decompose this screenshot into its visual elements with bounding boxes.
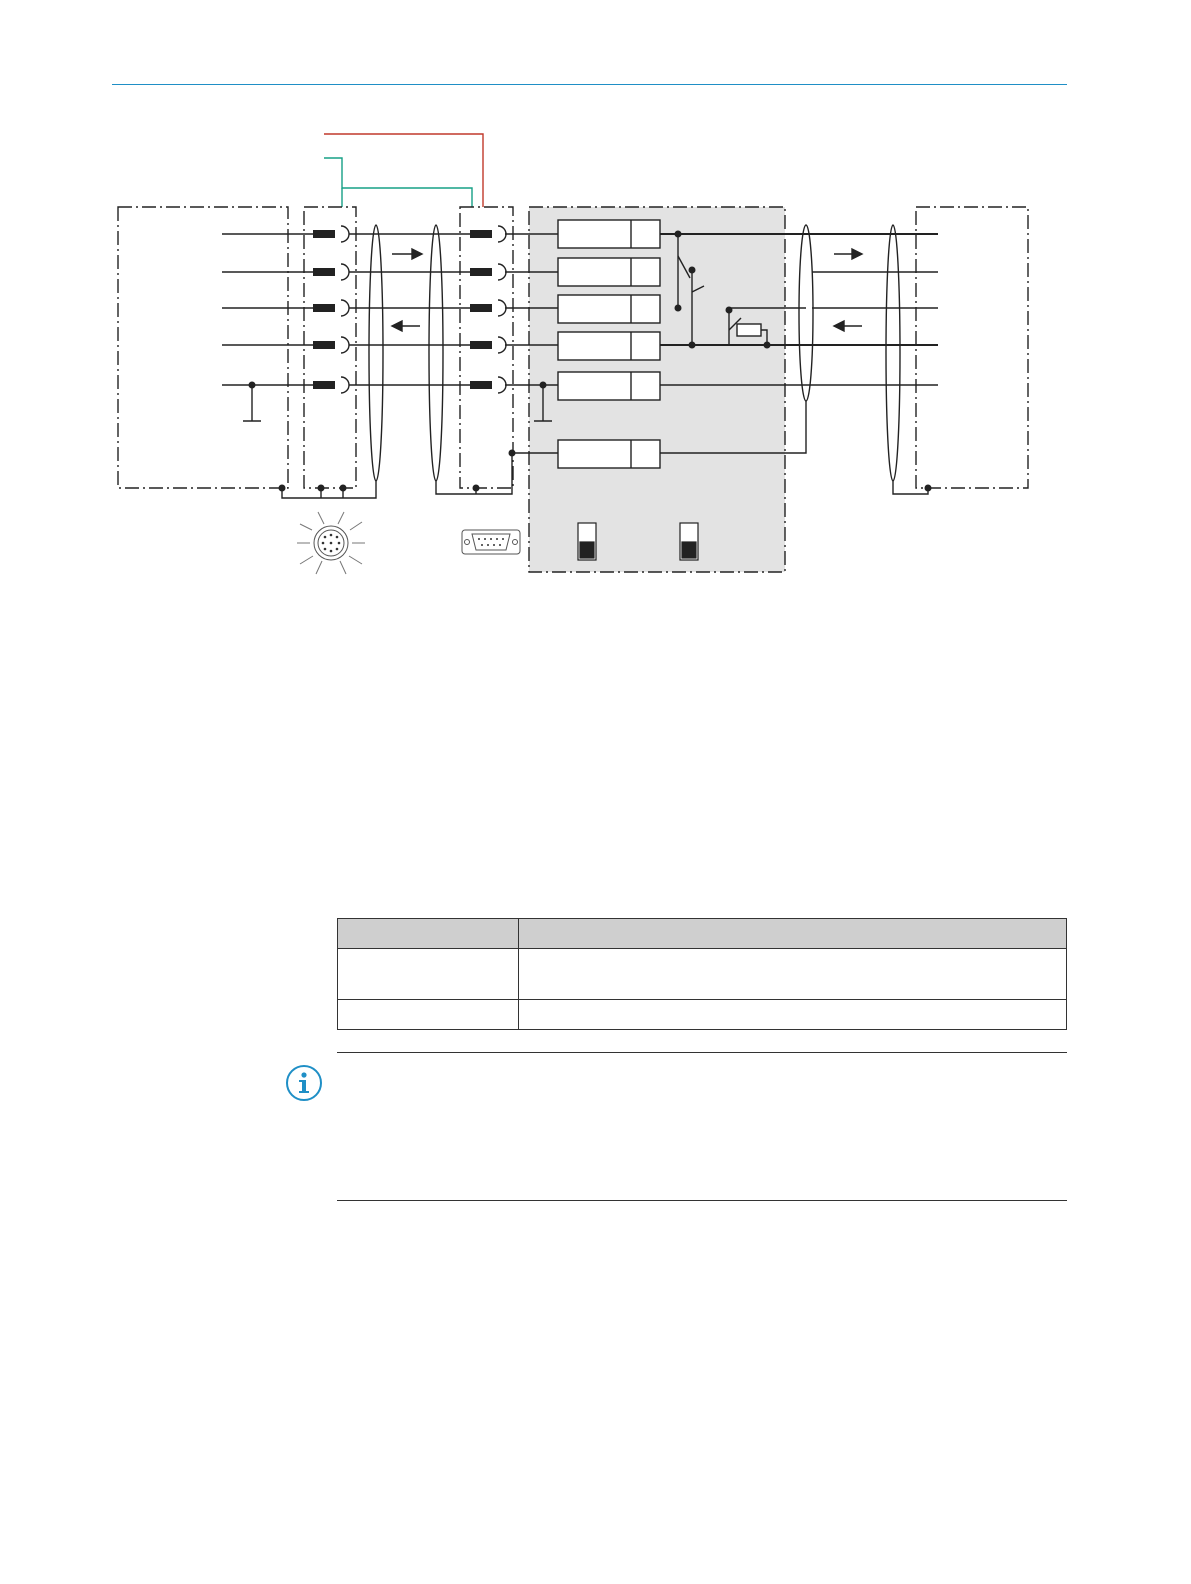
green-wire: [324, 158, 472, 207]
table-header-cell: [519, 919, 1067, 949]
table-header-cell: [338, 919, 519, 949]
table-row: [338, 1000, 1067, 1030]
note-bottom-rule: [337, 1200, 1067, 1201]
table-row: [338, 949, 1067, 1000]
table-cell: [338, 1000, 519, 1030]
table-header-row: [338, 919, 1067, 949]
table-cell: [338, 949, 519, 1000]
description-table: [337, 918, 1067, 1030]
info-icon: [285, 1064, 323, 1102]
table-cell: [519, 1000, 1067, 1030]
sub-d-connector-icon: [462, 530, 520, 554]
note-top-rule: [337, 1052, 1067, 1053]
right-device-box: [916, 207, 1028, 488]
left-device-box: [118, 207, 288, 488]
wiring-diagram: [0, 0, 1191, 600]
round-connector-icon: [297, 512, 365, 574]
red-wire: [324, 134, 483, 207]
table-cell: [519, 949, 1067, 1000]
